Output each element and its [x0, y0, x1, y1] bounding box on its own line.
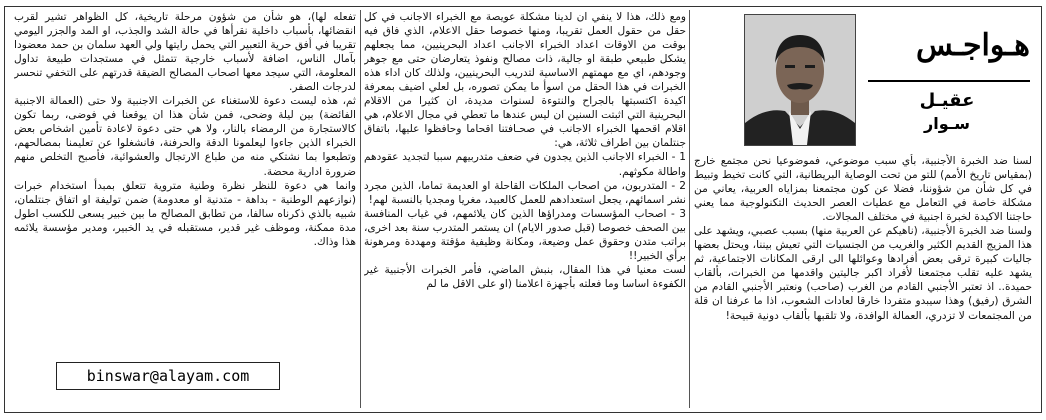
title-underline: [868, 80, 1030, 82]
author-first-name: عقيـل: [919, 90, 975, 111]
author-last-name: سـوار: [924, 114, 970, 133]
article-column-right: [694, 154, 1032, 410]
paragraph: ومع ذلك، هذا لا ينفي ان لدينا مشكلة عويصة مع الخبراء الاجانب في كل حقل من حقول العمل تقريبا، ومنها خصوصا حقل الاعلام، الذي فاق فيه بوقت من الاوقات اعداد الخبراء الاجانب اعداد البحرينيين، مما يجعلهم يشكل طبيعي طبقة او جالية، ذات مصالح ونفوذ يتعارضان حتى مع جوهر وجودهم، اي مع مهمتهم الاساسية لتدريب البحرينيين، ولذلك كان اداء هذه الخبرات في هذا الحقل من اسوأ ما يمكن تصوره، بل لعلي اضيف بمعرفة اكيدة اكتسبتها بالجراح والنتوءة لسنوات مديدة، ان كثيرا من الاقلام البحرينية التي اثبتت السنين ان ليس عندها ما تعطي في مجال الاعلام، هي اقلام اقحمها الخبراء الاجانب في صحـافتنا اقحاما وحافظوا عليها، باتفاق جنتلمان بين اطراف ثلاثة، هي:: [364, 11, 686, 150]
paragraph: تفعله لها)، هو شأن من شؤون مرحلة تاريخية، كل الظواهر تشير لقرب انقضائها، بأسباب داخلية نقرأها في حالة الشد والجذب، او المد والجزر اليومي تقريبا في أفق حرية التعبير التي يحمل رايتها ولي العهد سلمان بن حمد معضودا بآمال الناس، اضافة لأسباب خارجية تتمثل في مستجدات طبيعة تداول المعلومة، التي سيجد معها اصحاب المصالح الضيقة قدرتهم على التخفي تنحسر لدرجات الصفر.: [14, 11, 356, 94]
author-photo-icon: [745, 15, 855, 145]
article-column-left: [14, 10, 356, 348]
list-item: 3 - اصحاب المؤسسات ومدراؤها الذين كان يلائمهم، في غياب المنافسة بين الصحف خصوصا (قبل صدور الايام) ان يستمر المتدرب سنة بعد اخرى، براتب متدن وحقوق عمل وضيعة، ومكانة وظيفية مؤقتة ومهددة ومرهونة برأي الخبير!!: [364, 207, 686, 262]
paragraph: ولسنا ضد الخبرة الأجنبية، (ناهيكم عن العربية منها) بسبب عصبي، ويشهد على هذا المزيج القديم الكثير والغريب من الجنسيات التي تعيش بيننا، ويحتل بعضها جاليات كبيرة ترقى بعض أفرادها وعوائلها الى ارقى المكانات الاجتماعية، ثم يشهد عليه تقلب مجتمعنا لأفراد اكبر جاليتين واقدمها من الخبرات، بألقاب حميدة.. اذ تعتبر الأجنبي القادم من الغرب (صاحب) ونعتبر الأجنبي القادم من الشرق (رفيق) وهذا سيبدو متفردا خارقا لعادات الشعوب، اذا ما عرفنا ان قلة من المجتمعات لا تزدري، العمالة الوافدة، ولا تلقبها بألقاب دونية قبيحة!: [694, 225, 1032, 322]
paragraph: ثم، هذه ليست دعوة للاستغناء عن الخبرات الاجنبية ولا حتى (العمالة الاجنبية الفائضة) بين ليلة وضحى، فمن شأن هذا ان يوقعنا في فوضى، ربما تكون كالاستجارة من الرمضاء بالنار، ولا هي حتى دعوة لاعادة تأمين اشخاص بعض الخبراء الذين جاءوا ليعلمونا الدقة والحرفنة، فانشغلوا عن تعليمنا بمصالحهم، وتطبعوا بما نشتكي منه من طباع الارتجال والعشوائية، فأصبح التخلص منهم ضرورة ادارية محضة.: [14, 95, 356, 178]
column-divider: [360, 10, 361, 408]
author-portrait: [744, 14, 856, 146]
column-title: هـواجـس: [915, 28, 1030, 63]
paragraph: لسنا ضد الخبرة الأجنبية، بأي سبب موضوعي، فموضوعيا نحن مجتمع خارج (بمقياس تاريخ الأمم) للتو من تحت الوصاية البريطانية، التي كانت تخيط وتبيط في كل شأن من شؤوننا، فضلا عن كون مجتمعنا بمزاياه العربية، يعاني من مشكلة خاصة في التعامل مع عطيات العصر الحديث التكنولوجية مما يعني حاجتنا الاكيدة لخبرة اجنبية في مختلف المجالات.: [694, 155, 1032, 224]
article-column-middle: [364, 10, 686, 410]
list-item: 2 - المتدربون، من اصحاب الملكات القاحلة او العديمة تماما، الذين مجرد نشر اسمائهم، يجعل استعدادهم للعمل كالعبيد، مغريا ومجديا بالنسبة لهم!: [364, 179, 686, 206]
paragraph: وانما هي دعوة للنظر نظرة وطنية متروية تتعلق بمبدأ استخدام خبرات (نوازعهم الوطنية - بداهة - متدنية او معدومة) ضمن توليفة او اتفاق جنتلمان، شبيه بالذي ذكرناه سالفا، من تطابق المصالح ما بين خبير يسعى للكسب اطول مدة ممكنة، وموظف غير قدير، مستقبله في يد الخبير، ومدير مؤسسة يلائمه هذا وذاك.: [14, 179, 356, 248]
author-email: binswar@alayam.com: [56, 362, 280, 390]
list-item: 1 - الخبراء الاجانب الذين يجدون في ضعف متدربيهم سببا لتجديد عقودهم واطالة مكوثهم.: [364, 151, 686, 178]
column-divider: [689, 10, 690, 408]
paragraph: لست معنيا في هذا المقال، بنبش الماضي، فأمر الخبرات الأجنبية غير الكفوءة اساسا وما فعلته بأجهزة اعلامنا (او على الاقل ما لم: [364, 263, 686, 290]
column-header: [742, 10, 1034, 150]
